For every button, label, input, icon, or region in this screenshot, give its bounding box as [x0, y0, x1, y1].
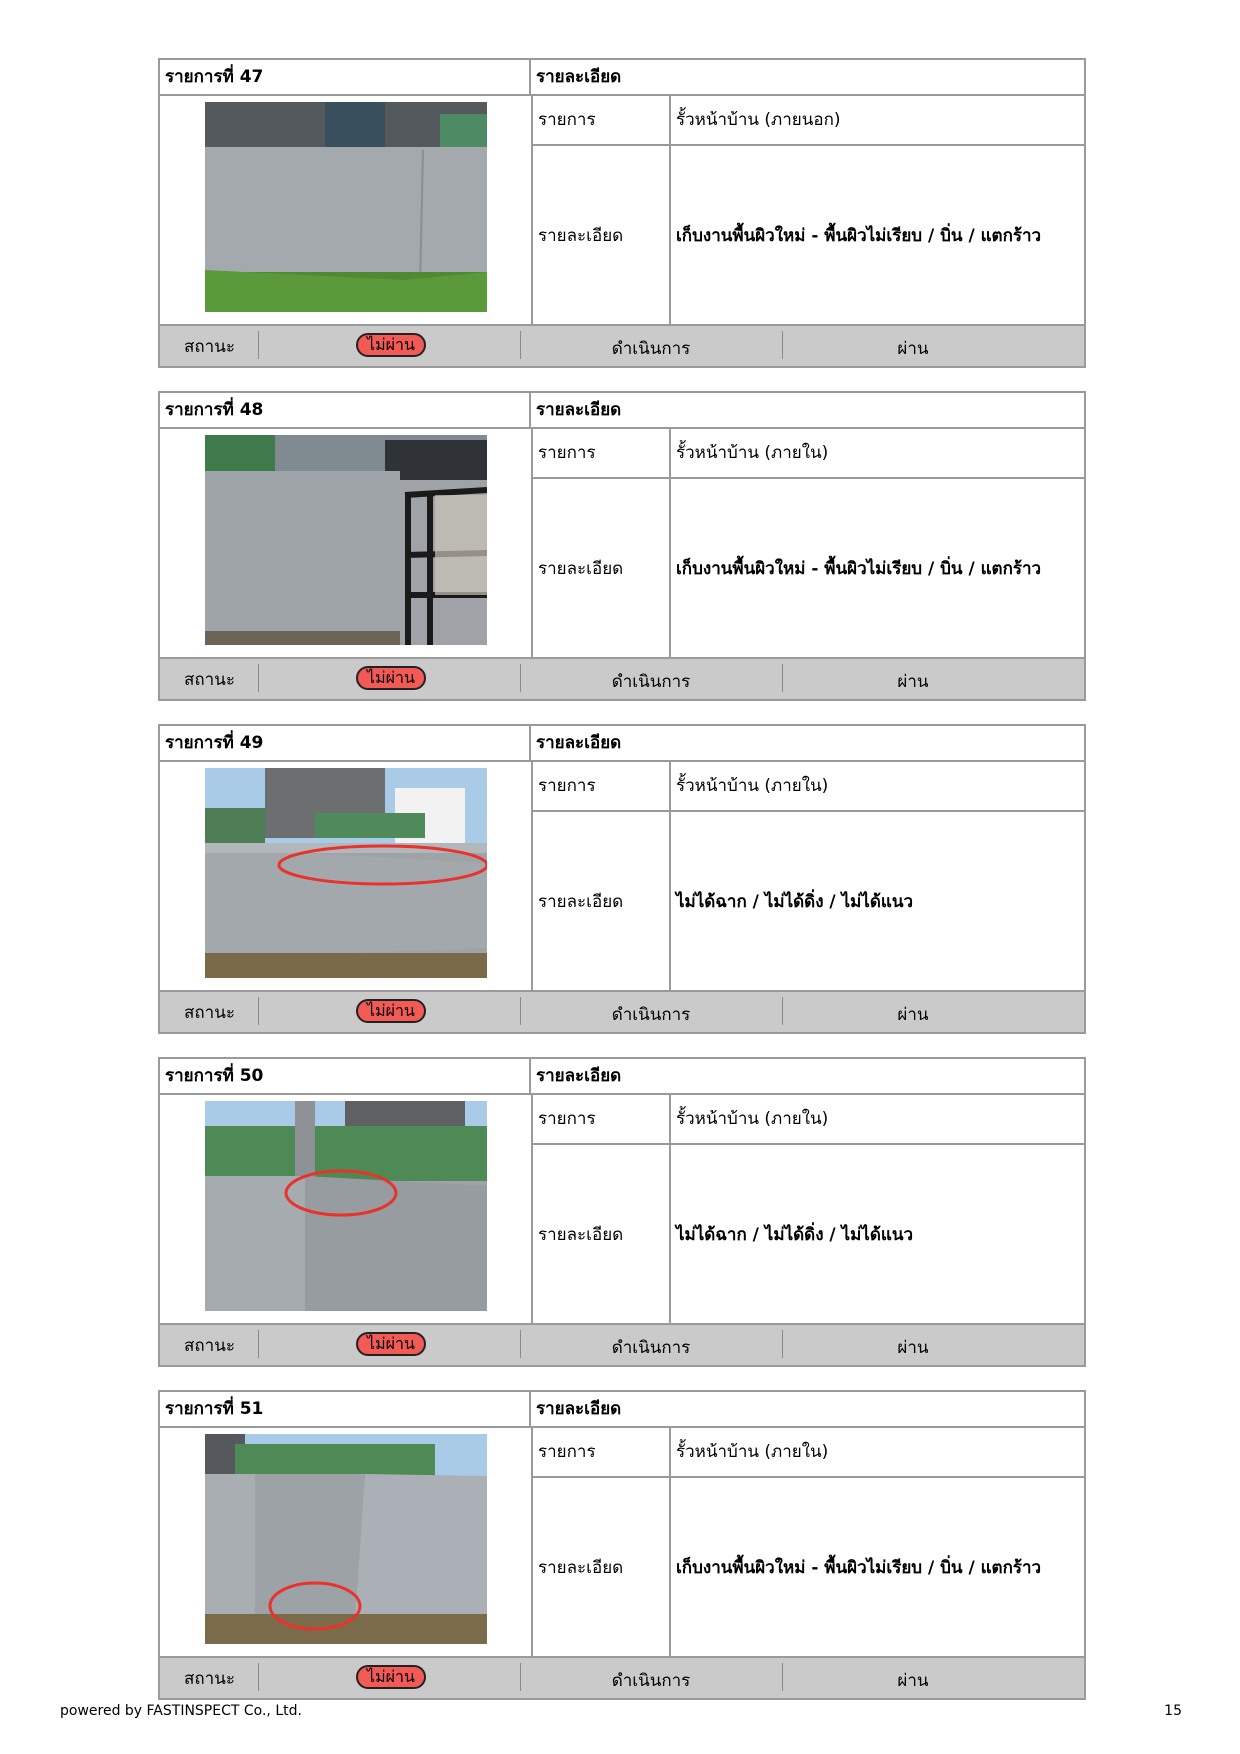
status-bar — [160, 990, 1084, 1032]
row-item-label: รายการ — [538, 776, 596, 796]
inspection-card-48 — [158, 391, 1086, 701]
item-number-header: รายการที่ 51 — [160, 1392, 531, 1426]
status-in-progress-option[interactable]: ดำเนินการ — [611, 1338, 691, 1358]
status-pass-option[interactable]: ผ่าน — [897, 339, 929, 359]
photo-cell — [160, 1428, 531, 1652]
status-pass-option[interactable]: ผ่าน — [897, 1338, 929, 1358]
row-item-value: รั้วหน้าบ้าน (ภายใน) — [676, 1109, 829, 1129]
inspection-card-50 — [158, 1057, 1086, 1367]
row-item-value: รั้วหน้าบ้าน (ภายนอก) — [676, 110, 841, 130]
inspection-card-51 — [158, 1390, 1086, 1700]
row-item-label: รายการ — [538, 110, 596, 130]
inspection-photo[interactable] — [205, 1434, 487, 1644]
item-number-header: รายการที่ 49 — [160, 726, 531, 760]
status-in-progress-option[interactable]: ดำเนินการ — [611, 672, 691, 692]
status-bar — [160, 1323, 1084, 1365]
inspection-photo[interactable] — [205, 435, 487, 645]
photo-cell — [160, 762, 531, 986]
row-detail-value: ไม่ได้ฉาก / ไม่ได้ดิ่ง / ไม่ได้แนว — [676, 1225, 914, 1245]
status-bar — [160, 657, 1084, 699]
item-number-header: รายการที่ 48 — [160, 393, 531, 427]
detail-header: รายละเอียด — [536, 733, 622, 753]
row-detail-label: รายละเอียด — [538, 226, 624, 246]
status-fail-badge[interactable]: ไม่ผ่าน — [356, 1332, 426, 1356]
status-fail-badge[interactable]: ไม่ผ่าน — [356, 333, 426, 357]
status-bar — [160, 324, 1084, 366]
row-detail-value: เก็บงานพื้นผิวใหม่ - พื้นผิวไม่เรียบ / บิ่น / แตกร้าว — [676, 559, 1042, 579]
status-fail-badge[interactable]: ไม่ผ่าน — [356, 666, 426, 690]
status-bar — [160, 1656, 1084, 1698]
status-fail-badge[interactable]: ไม่ผ่าน — [356, 1665, 426, 1689]
row-detail-label: รายละเอียด — [538, 892, 624, 912]
detail-header: รายละเอียด — [536, 400, 622, 420]
row-item-label: รายการ — [538, 1109, 596, 1129]
row-detail-value: เก็บงานพื้นผิวใหม่ - พื้นผิวไม่เรียบ / บิ่น / แตกร้าว — [676, 226, 1042, 246]
item-number-header: รายการที่ 50 — [160, 1059, 531, 1093]
status-fail-badge[interactable]: ไม่ผ่าน — [356, 999, 426, 1023]
page-number: 15 — [1164, 1703, 1182, 1719]
inspection-photo[interactable] — [205, 1101, 487, 1311]
inspection-photo[interactable] — [205, 768, 487, 978]
item-number-header: รายการที่ 47 — [160, 60, 531, 94]
photo-cell — [160, 429, 531, 653]
row-detail-label: รายละเอียด — [538, 1558, 624, 1578]
inspection-photo[interactable] — [205, 102, 487, 312]
status-in-progress-option[interactable]: ดำเนินการ — [611, 1671, 691, 1691]
photo-cell — [160, 1095, 531, 1319]
detail-header: รายละเอียด — [536, 1399, 622, 1419]
row-detail-label: รายละเอียด — [538, 1225, 624, 1245]
status-label: สถานะ — [184, 1336, 235, 1356]
row-item-value: รั้วหน้าบ้าน (ภายใน) — [676, 776, 829, 796]
row-item-value: รั้วหน้าบ้าน (ภายใน) — [676, 443, 829, 463]
row-detail-label: รายละเอียด — [538, 559, 624, 579]
row-item-label: รายการ — [538, 1442, 596, 1462]
row-detail-value: เก็บงานพื้นผิวใหม่ - พื้นผิวไม่เรียบ / บิ่น / แตกร้าว — [676, 1558, 1042, 1578]
row-item-label: รายการ — [538, 443, 596, 463]
detail-header: รายละเอียด — [536, 67, 622, 87]
inspection-card-47 — [158, 58, 1086, 368]
footer-powered-by: powered by FASTINSPECT Co., Ltd. — [60, 1703, 302, 1719]
row-item-value: รั้วหน้าบ้าน (ภายใน) — [676, 1442, 829, 1462]
status-label: สถานะ — [184, 337, 235, 357]
status-label: สถานะ — [184, 1003, 235, 1023]
inspection-card-49 — [158, 724, 1086, 1034]
status-label: สถานะ — [184, 670, 235, 690]
photo-cell — [160, 96, 531, 320]
status-pass-option[interactable]: ผ่าน — [897, 1005, 929, 1025]
row-detail-value: ไม่ได้ฉาก / ไม่ได้ดิ่ง / ไม่ได้แนว — [676, 892, 914, 912]
status-pass-option[interactable]: ผ่าน — [897, 672, 929, 692]
detail-header: รายละเอียด — [536, 1066, 622, 1086]
status-pass-option[interactable]: ผ่าน — [897, 1671, 929, 1691]
status-label: สถานะ — [184, 1669, 235, 1689]
status-in-progress-option[interactable]: ดำเนินการ — [611, 339, 691, 359]
status-in-progress-option[interactable]: ดำเนินการ — [611, 1005, 691, 1025]
